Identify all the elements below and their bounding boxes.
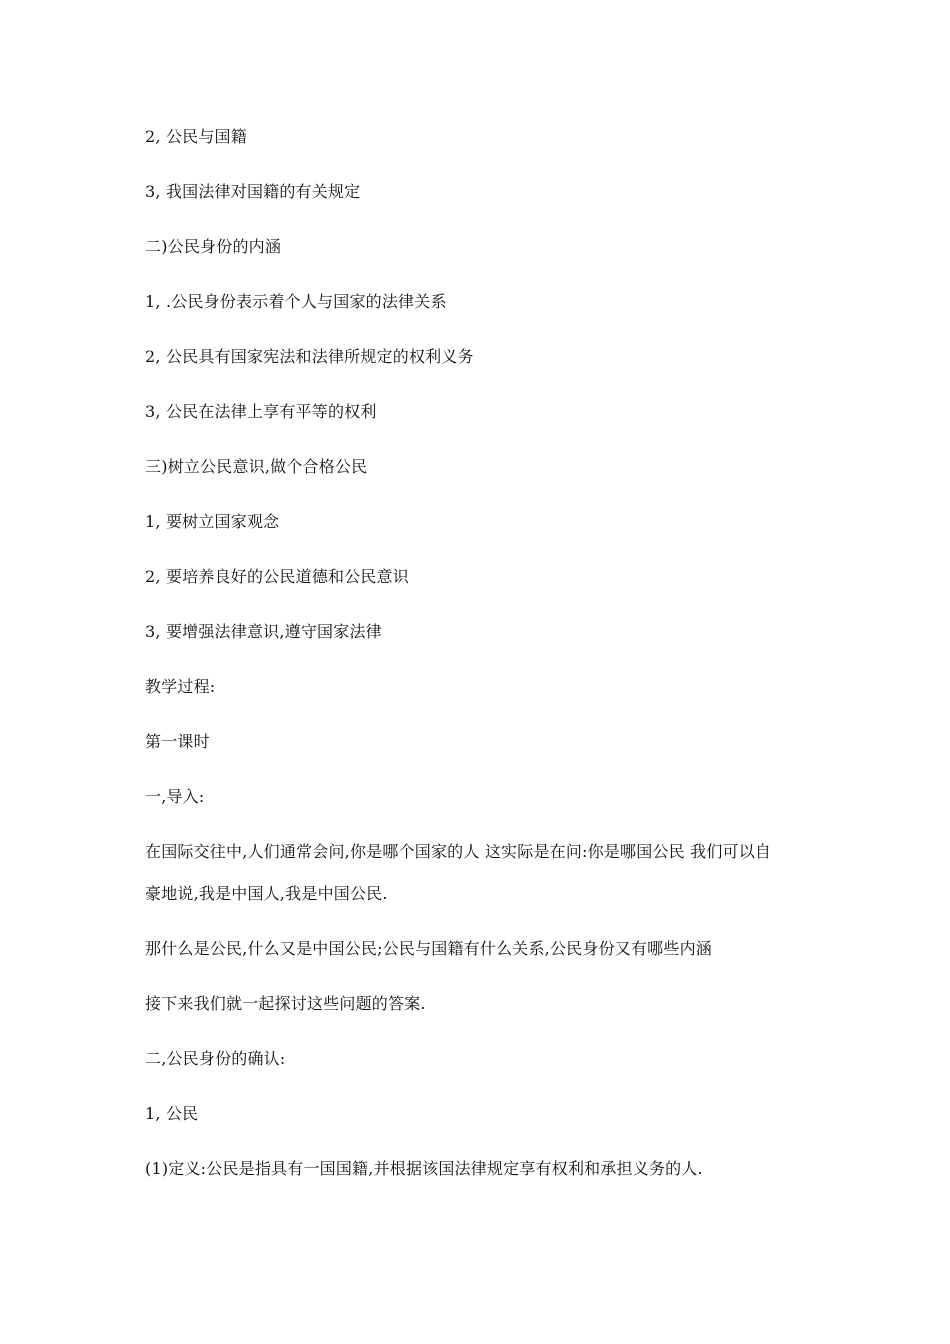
text-line: 2, 公民具有国家宪法和法律所规定的权利义务 xyxy=(145,347,474,366)
text-line: 1, .公民身份表示着个人与国家的法律关系 xyxy=(145,292,447,311)
section-heading: 第一课时 xyxy=(145,732,210,751)
text-line: 1, 要树立国家观念 xyxy=(145,512,280,531)
paragraph-line: 接下来我们就一起探讨这些问题的答案. xyxy=(145,994,426,1013)
text-line: 3, 要增强法律意识,遵守国家法律 xyxy=(145,622,382,641)
text-line: (1)定义:公民是指具有一国国籍,并根据该国法律规定享有权利和承担义务的人. xyxy=(145,1159,703,1178)
text-line: 3, 公民在法律上享有平等的权利 xyxy=(145,402,377,421)
text-line: 3, 我国法律对国籍的有关规定 xyxy=(145,182,361,201)
text-line: 2, 要培养良好的公民道德和公民意识 xyxy=(145,567,409,586)
section-heading: 教学过程: xyxy=(145,677,216,696)
paragraph-line: 那什么是公民,什么又是中国公民;公民与国籍有什么关系,公民身份又有哪些内涵 xyxy=(145,939,712,958)
paragraph-line: 豪地说,我是中国人,我是中国公民. xyxy=(145,884,388,903)
section-heading: 二)公民身份的内涵 xyxy=(145,237,282,256)
section-heading: 二,公民身份的确认: xyxy=(145,1049,286,1068)
paragraph-line: 在国际交往中,人们通常会问,你是哪个国家的人 这实际是在问:你是哪国公民 我们可以自 xyxy=(145,842,772,861)
text-line: 1, 公民 xyxy=(145,1104,199,1123)
text-line: 2, 公民与国籍 xyxy=(145,127,247,146)
section-heading: 一,导入: xyxy=(145,787,205,806)
section-heading: 三)树立公民意识,做个合格公民 xyxy=(145,457,368,476)
